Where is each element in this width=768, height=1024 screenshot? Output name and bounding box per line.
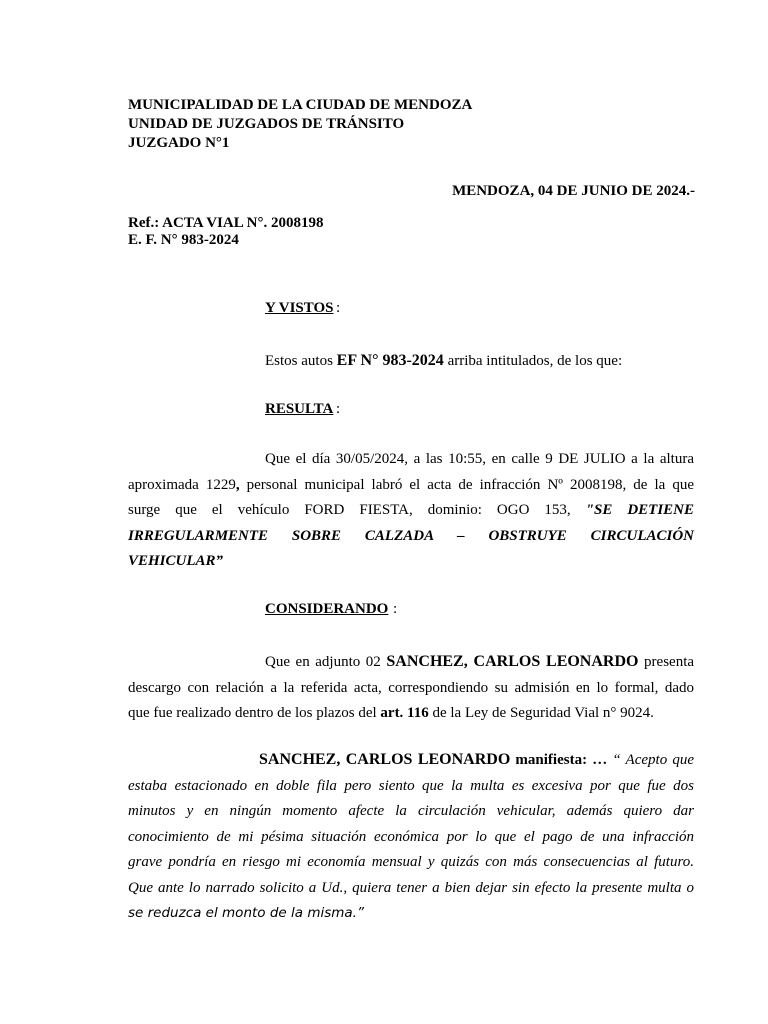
resulta-line-3: surge que el vehículo FORD FIESTA, dominio: OGO 153, "SE DETIENE — [128, 502, 695, 518]
considerando-p1-line-1: Que en adjunto 02 SANCHEZ, CARLOS LEONARDO presenta — [265, 653, 695, 670]
resulta-line-5: VEHICULAR” — [128, 553, 224, 569]
considerando-p2-line-1: SANCHEZ, CARLOS LEONARDO manifiesta: … “ Acepto que — [259, 751, 694, 768]
header-court: JUZGADO N°1 — [128, 135, 230, 151]
considerando-p1-line-2: descargo con relación a la referida acta, correspondiendo su admisión en lo formal, dado — [128, 679, 694, 696]
vistos-colon: : — [336, 300, 341, 316]
ref-ef: E. F. N° 983-2024 — [128, 232, 239, 248]
ref-acta: Ref.: ACTA VIAL N°. 2008198 — [128, 215, 324, 231]
document-date: MENDOZA, 04 DE JUNIO DE 2024.- — [452, 183, 695, 199]
resulta-line-4: IRREGULARMENTE SOBRE CALZADA – OBSTRUYE CIRCULACIÓN — [128, 527, 694, 544]
considerando-p2-line-4: conocimiento de mi pésima situación económica por lo que el pago de una infracción — [128, 828, 694, 845]
resulta-paragraph — [128, 447, 694, 575]
considerando-p1-line-3: que fue realizado dentro de los plazos del art. 116 de la Ley de Seguridad Vial n° 9024. — [128, 705, 654, 721]
vistos-text: Estos autos EF N° 983-2024 arriba intitulados, de los que: — [265, 352, 623, 369]
resulta-colon: : — [336, 401, 341, 417]
header-municipality: MUNICIPALIDAD DE LA CIUDAD DE MENDOZA — [128, 97, 473, 113]
considerando-p2-line-7: se reduzca el monto de la misma.” — [128, 905, 364, 921]
resulta-heading: RESULTA — [265, 401, 334, 417]
considerando-p2-line-5: grave pondría en riesgo mi economía mensual y quizás con más consecuencias al futuro. — [128, 854, 694, 870]
considerando-heading: CONSIDERANDO — [265, 601, 389, 617]
considerando-p2-line-6: Que ante lo narrado solicito a Ud., quiera tener a bien dejar sin efecto la presente multa o — [128, 879, 694, 896]
resulta-line-1: Que el día 30/05/2024, a las 10:55, en calle 9 DE JULIO a la altura — [265, 451, 694, 467]
considerando-p2-line-2: estaba estacionado en doble fila pero siento que la multa es excesiva por que fue dos — [128, 777, 694, 794]
resulta-line-2: aproximada 1229, personal municipal labró el acta de infracción Nº 2008198, de la que — [128, 476, 694, 493]
court-header — [128, 96, 472, 153]
considerando-p2-line-3: minutos y en ningún momento afecte la circulación vehicular, además quiero dar — [128, 803, 694, 819]
header-unit: UNIDAD DE JUZGADOS DE TRÁNSITO — [128, 116, 405, 132]
considerando-colon: : — [393, 601, 398, 617]
vistos-heading: Y VISTOS — [265, 300, 334, 316]
reference-block — [128, 215, 323, 249]
considerando-paragraph-2 — [128, 747, 694, 927]
considerando-paragraph-1 — [128, 649, 694, 727]
